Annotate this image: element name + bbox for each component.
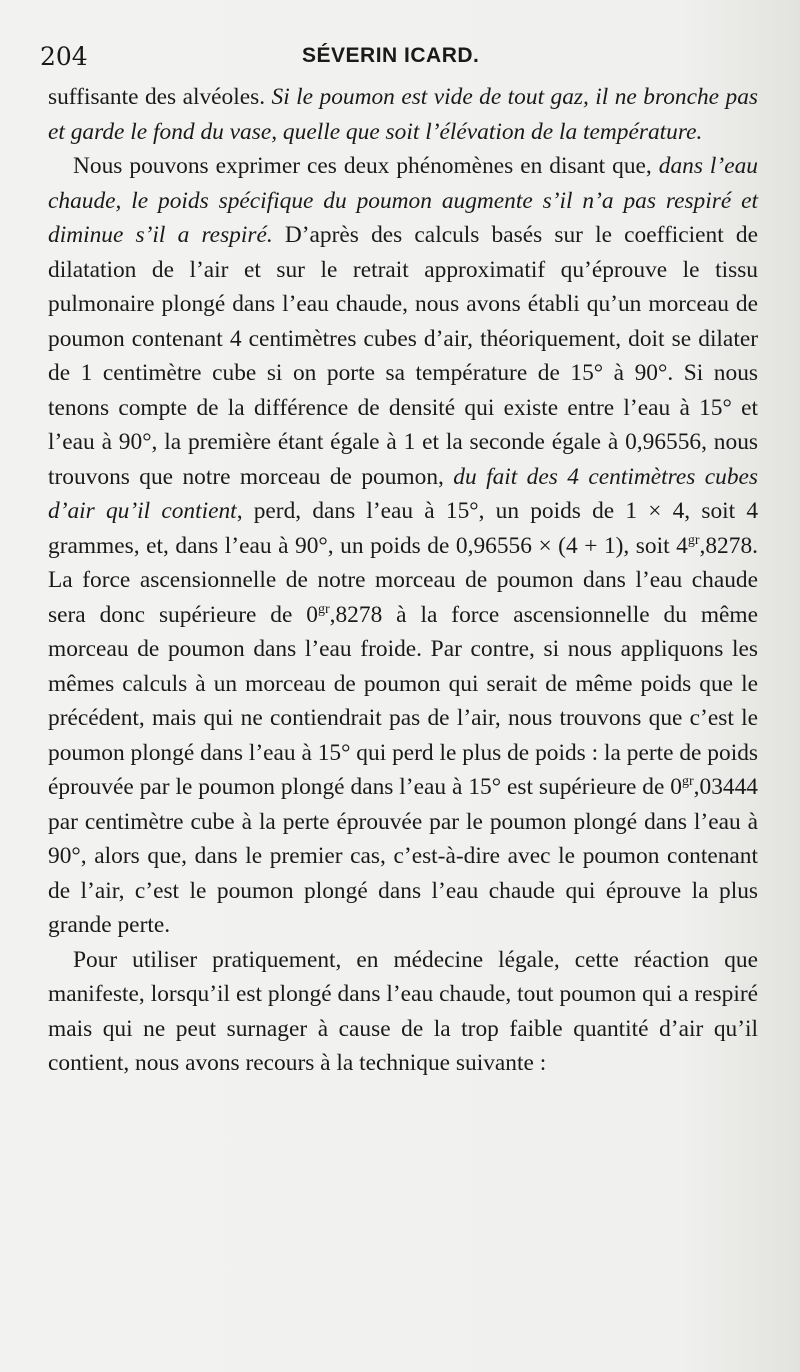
paragraph-continued [48,80,758,149]
text-run: , perd, dans l’eau à 15°, un poids de 1 × 4, soit 4 grammes, et, dans l’eau à 90°, un poids de 0,96556 × (4 + 1), soit 4 [48,498,759,559]
text-run: D’après des calculs basés sur le coefficient de dilatation de l’air et sur le retrait approximatif qu’éprouve le tissu pulmonaire plongé dans l’eau chaude, nous avons établi qu’un morceau de poumon contenant 4 centimètres cubes d’air, théoriquement, doit se dilater de 1 centimètre cube si on porte sa température de 15° à 90°. Si nous tenons compte de la différence de densité qui existe entre l’eau à 15° et l’eau à 90°, la première étant égale à 1 et la seconde égale à 0,96556, nous trouvons que notre morceau de poumon, [48,222,758,490]
text-run: Nous pouvons exprimer ces deux phénomènes en disant que, [73,153,659,179]
unit-superscript: gr [687,532,700,548]
page-number: 204 [40,42,88,71]
page-body [48,80,758,1081]
unit-superscript: gr [682,774,694,790]
paragraph-technique [48,943,758,1081]
text-run: ,8278. La force ascensionnelle de notre morceau de poumon dans l’eau chaude sera donc supérieure de 0 [48,532,758,628]
italic-text: du fait des 4 centimètres cubes d’air qu’il contient [48,463,758,524]
italic-text: dans l’eau chaude, le poids spécifique du poumon augmente s’il n’a pas respiré et diminue s’il a respiré. [48,153,758,248]
text-run: ,03444 par centimètre cube à la perte éprouvée par le poumon plongé dans l’eau à 90°, alors que, dans le premier cas, c’est-à-dire avec le poumon contenant de l’air, c’est le poumon plongé dans l’eau chaude qui éprouve la plus grande perte. [48,774,758,938]
text-run: Pour utiliser pratiquement, en médecine légale, cette réaction que manifeste, lorsqu’il est plongé dans l’eau chaude, tout poumon qui a respiré mais qui ne peut surnager à cause de la trop faible quantité d’air qu’il contient, nous avons recours à la technique suivante : [48,946,758,1076]
italic-text: Si le poumon est vide de tout gaz, il ne bronche pas et garde le fond du vase, quelle que soit l’élévation de la température. [48,84,758,145]
text-run: ,8278 à la force ascensionnelle du même morceau de poumon dans l’eau froide. Par contre, si nous appliquons les mêmes calculs à un morceau de poumon qui serait de même poids que le précédent, mais qui ne contiendrait pas de l’air, nous trouvons que c’est le poumon plongé dans l’eau à 15° qui perd le plus de poids : la perte de poids éprouvée par le poumon plongé dans l’eau à 15° est supérieure de 0 [48,601,758,800]
page-header [40,42,760,76]
paragraph-phenomena [48,149,758,943]
unit-superscript: gr [317,601,330,617]
text-run: suffisante des alvéoles. [48,84,272,110]
running-head: SÉVERIN ICARD. [302,44,480,67]
